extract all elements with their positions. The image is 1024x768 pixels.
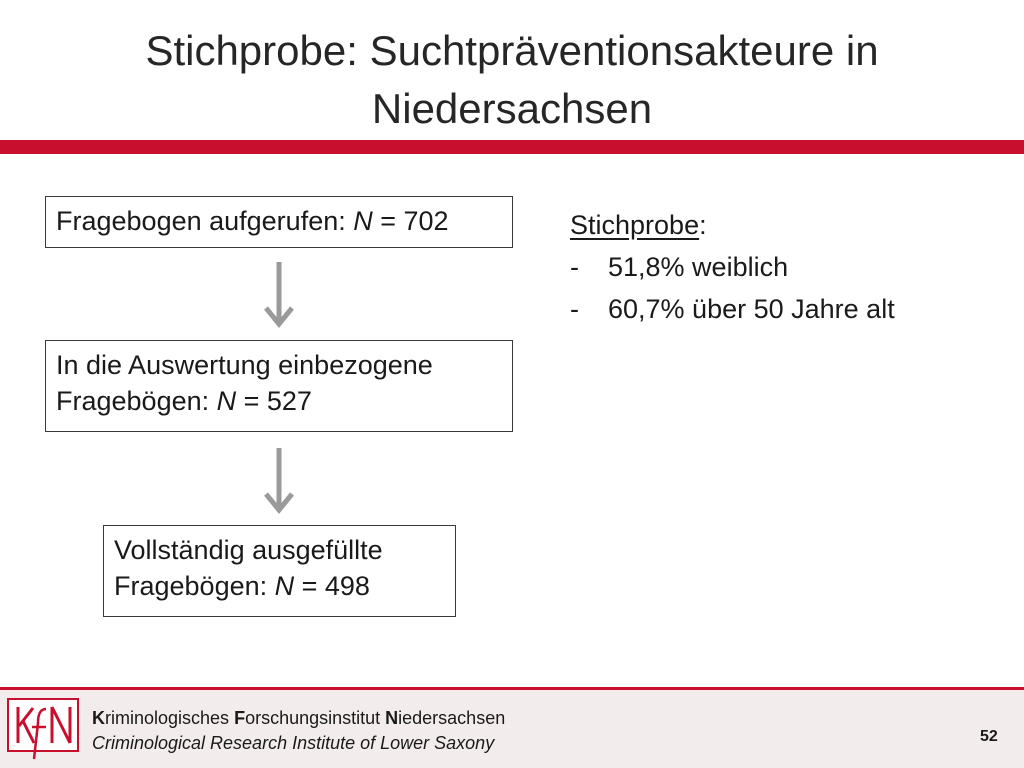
slide-title: Stichprobe: Suchtpräventionsakteure in Niedersachsen [145,27,879,132]
title-divider [0,140,1024,154]
sample-heading [570,204,895,246]
sample-stats [570,204,895,330]
institute-name-en: Criminological Research Institute of Lower Saxony [92,733,495,753]
n-label: N [216,386,237,416]
flow-box-called [45,196,513,248]
sample-item [570,288,895,330]
institute-name [92,706,505,756]
flow-box-complete [103,525,456,617]
flow-box-evaluated-line2 [56,383,502,419]
flow-box-evaluated-label: Fragebögen: [56,386,217,416]
sample-item-text: 60,7% über 50 Jahre alt [608,294,895,324]
sample-item-text: 51,8% weiblich [608,252,789,282]
flow-box-evaluated-value: = 527 [236,386,312,416]
n-label: N [274,571,295,601]
sample-heading-colon: : [699,210,707,240]
flow-box-evaluated-line1: In die Auswertung einbezogene [56,350,433,380]
sample-heading-text: Stichprobe [570,210,700,240]
flow-box-complete-line1: Vollständig ausgefüllte [114,535,383,565]
flow-box-complete-value: = 498 [294,571,370,601]
down-arrow-icon [259,260,299,330]
n-label: N [353,206,373,236]
footer-divider [0,687,1024,690]
down-arrow-icon [259,446,299,516]
bullet-dash: - [570,252,579,282]
bullet-dash: - [570,294,579,324]
flow-box-complete-label: Fragebögen: [114,571,275,601]
flow-box-called-text: Fragebogen aufgerufen: [56,206,354,236]
flow-box-complete-line2 [114,568,445,604]
page-number: 52 [980,728,998,745]
sample-item [570,246,895,288]
flow-box-evaluated [45,340,513,432]
flow-box-called-value: = 702 [372,206,449,236]
institute-name-de: Kriminologisches Forschungsinstitut Niedersachsen [92,708,506,728]
kfn-logo-icon [0,693,86,763]
